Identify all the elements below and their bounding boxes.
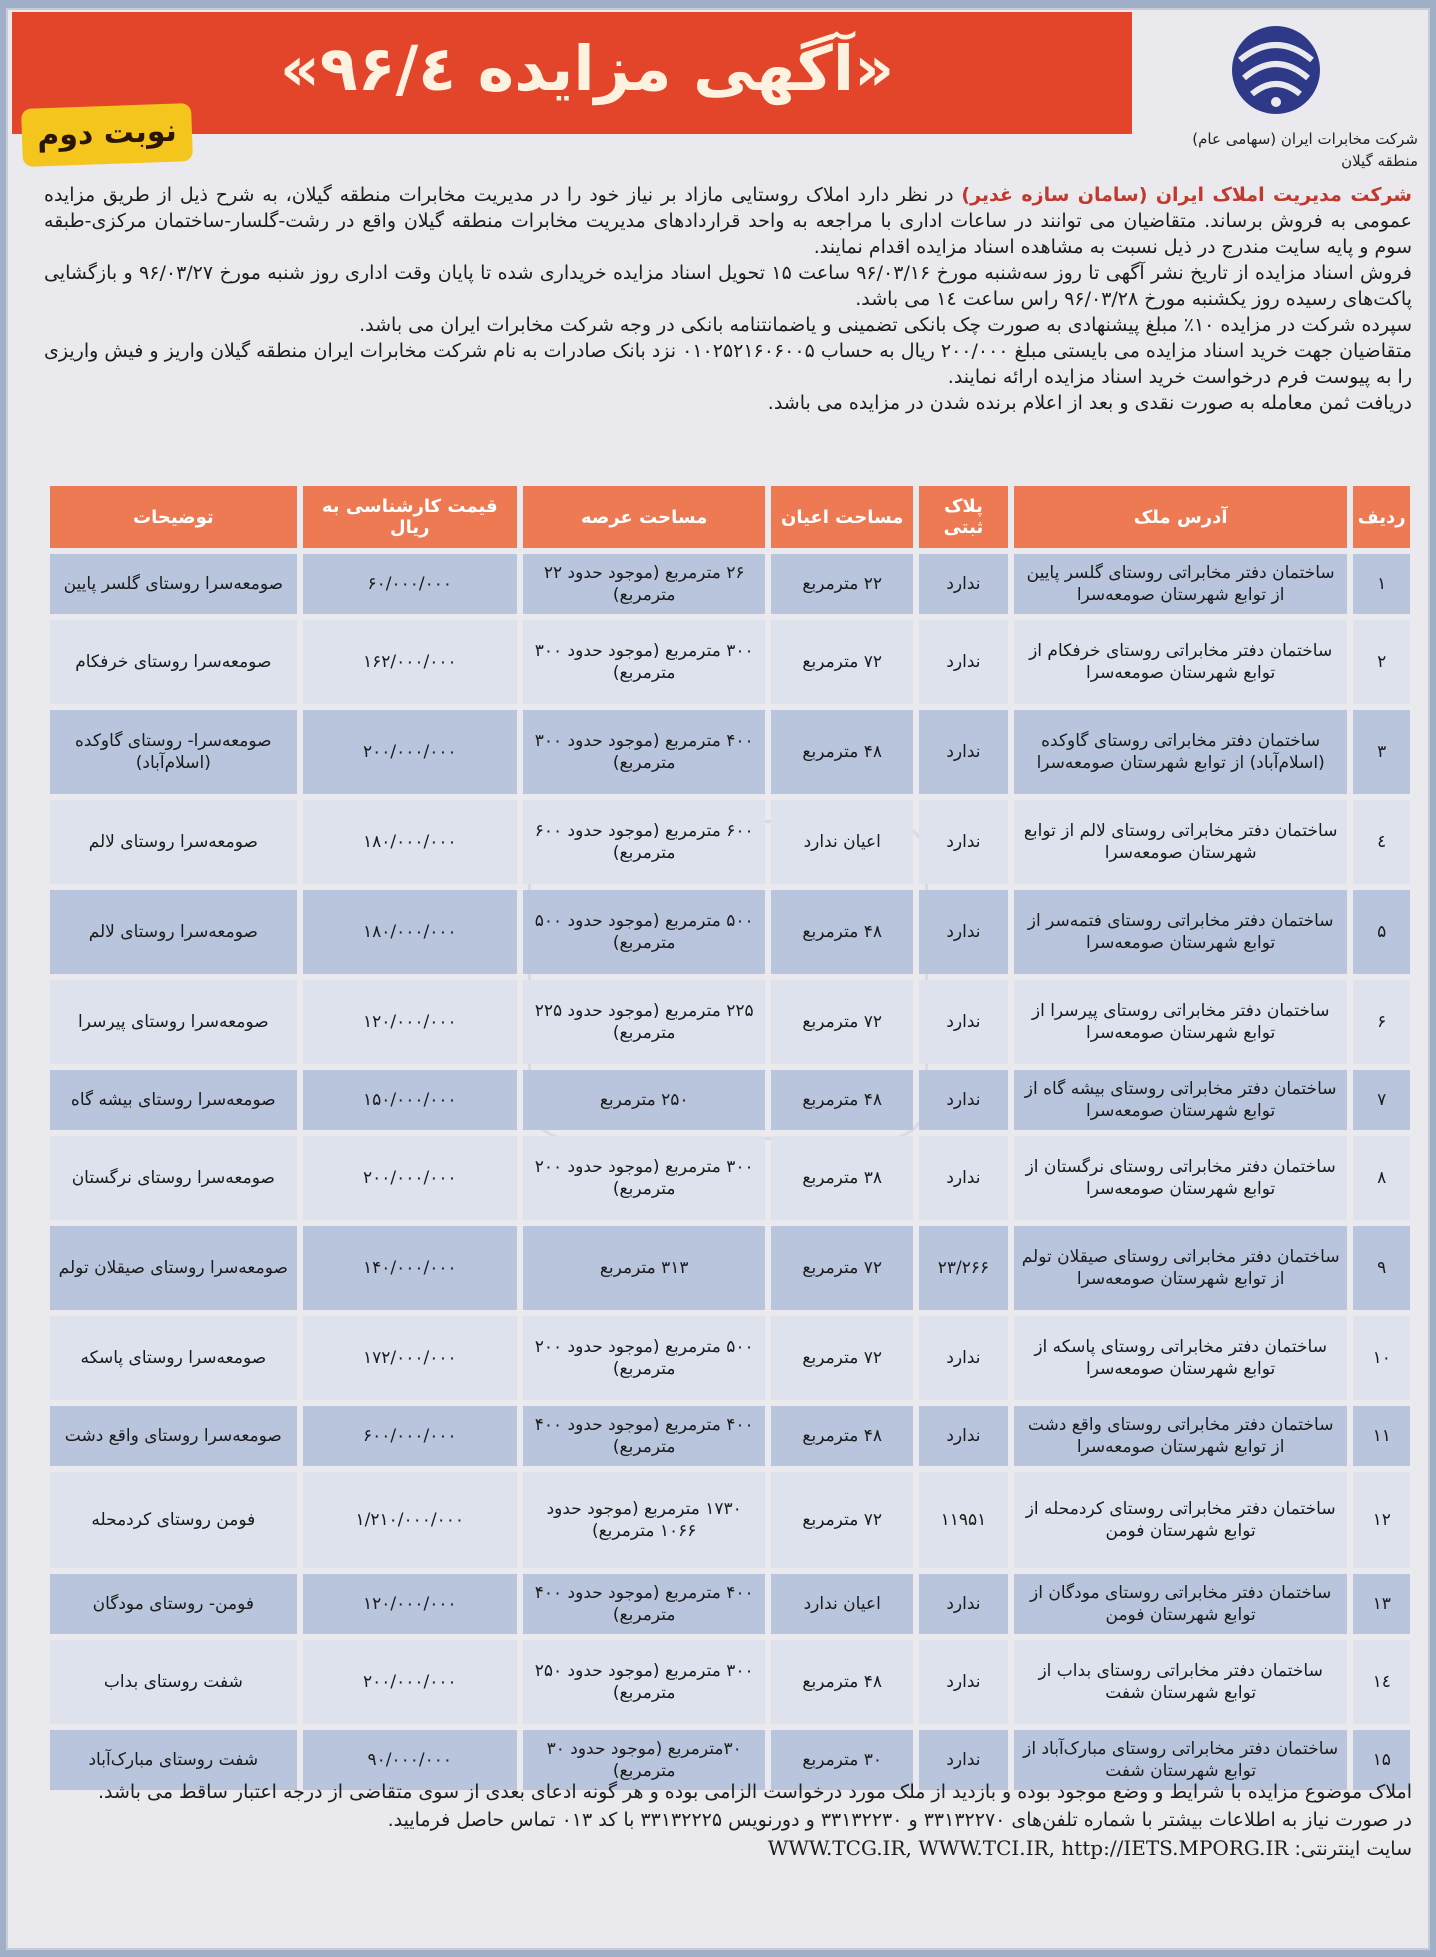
table-row bbox=[50, 1472, 1410, 1568]
cell-address: ساختمان دفتر مخابراتی روستای پاسکه از توابع شهرستان صومعه‌سرا bbox=[1014, 1316, 1348, 1400]
cell-address: ساختمان دفتر مخابراتی روستای فتمه‌سر از توابع شهرستان صومعه‌سرا bbox=[1014, 890, 1348, 974]
footer-site-line bbox=[44, 1834, 1412, 1863]
cell-price: ۱/۲۱۰/۰۰۰/۰۰۰ bbox=[303, 1472, 517, 1568]
cell-building-area: ۷۲ مترمربع bbox=[771, 1472, 912, 1568]
cell-notes: صومعه‌سرا روستای لالم bbox=[50, 800, 297, 884]
cell-notes: شفت روستای مبارک‌آباد bbox=[50, 1730, 297, 1790]
cell-row-number: ۱٤ bbox=[1353, 1640, 1410, 1724]
cell-address: ساختمان دفتر مخابراتی روستای نرگستان از توابع شهرستان صومعه‌سرا bbox=[1014, 1136, 1348, 1220]
cell-notes: فومن- روستای مودگان bbox=[50, 1574, 297, 1634]
cell-price: ۱۲۰/۰۰۰/۰۰۰ bbox=[303, 980, 517, 1064]
table-row bbox=[50, 890, 1410, 974]
cell-land-area: ۳۱۳ مترمربع bbox=[523, 1226, 766, 1310]
table-row bbox=[50, 710, 1410, 794]
cell-address: ساختمان دفتر مخابراتی روستای گلسر پایین از توابع شهرستان صومعه‌سرا bbox=[1014, 554, 1348, 614]
cell-plaque: ۱۱۹۵۱ bbox=[919, 1472, 1008, 1568]
cell-address: ساختمان دفتر مخابراتی روستای بداب از توابع شهرستان شفت bbox=[1014, 1640, 1348, 1724]
cell-row-number: ۷ bbox=[1353, 1070, 1410, 1130]
cell-notes: صومعه‌سرا روستای واقع دشت bbox=[50, 1406, 297, 1466]
cell-notes: صومعه‌سرا روستای نرگستان bbox=[50, 1136, 297, 1220]
cell-address: ساختمان دفتر مخابراتی روستای خرفکام از توابع شهرستان صومعه‌سرا bbox=[1014, 620, 1348, 704]
page-title: «آگهی مزایده ۹۶/٤» bbox=[279, 32, 895, 105]
cell-building-area: اعیان ندارد bbox=[771, 1574, 912, 1634]
cell-price: ۲۰۰/۰۰۰/۰۰۰ bbox=[303, 710, 517, 794]
cell-row-number: ٤ bbox=[1353, 800, 1410, 884]
cell-building-area: ۴۸ مترمربع bbox=[771, 710, 912, 794]
cell-row-number: ۸ bbox=[1353, 1136, 1410, 1220]
cell-land-area: ۴۰۰ مترمربع (موجود حدود ۳۰۰ مترمربع) bbox=[523, 710, 766, 794]
table-row bbox=[50, 1070, 1410, 1130]
auction-table bbox=[44, 480, 1416, 1796]
cell-price: ۲۰۰/۰۰۰/۰۰۰ bbox=[303, 1640, 517, 1724]
cell-address: ساختمان دفتر مخابراتی روستای واقع دشت از توابع شهرستان صومعه‌سرا bbox=[1014, 1406, 1348, 1466]
cell-address: ساختمان دفتر مخابراتی روستای گاوکده (اسلام‌آباد) از توابع شهرستان صومعه‌سرا bbox=[1014, 710, 1348, 794]
header-plaque: پلاک ثبتی bbox=[919, 486, 1008, 548]
cell-plaque: ندارد bbox=[919, 554, 1008, 614]
table-row bbox=[50, 1640, 1410, 1724]
table-row bbox=[50, 980, 1410, 1064]
cell-price: ۶۰۰/۰۰۰/۰۰۰ bbox=[303, 1406, 517, 1466]
cell-building-area: اعیان ندارد bbox=[771, 800, 912, 884]
intro-paragraph-1 bbox=[44, 182, 1412, 260]
cell-notes: صومعه‌سرا روستای لالم bbox=[50, 890, 297, 974]
round-badge: نوبت دوم bbox=[21, 103, 193, 167]
cell-land-area: ۳۰۰ مترمربع (موجود حدود ۳۰۰ مترمربع) bbox=[523, 620, 766, 704]
cell-price: ۱۲۰/۰۰۰/۰۰۰ bbox=[303, 1574, 517, 1634]
table-row bbox=[50, 800, 1410, 884]
cell-plaque: ندارد bbox=[919, 1136, 1008, 1220]
cell-notes: صومعه‌سرا روستای پیرسرا bbox=[50, 980, 297, 1064]
table-row bbox=[50, 1226, 1410, 1310]
cell-notes: صومعه‌سرا روستای خرفکام bbox=[50, 620, 297, 704]
cell-price: ۱۸۰/۰۰۰/۰۰۰ bbox=[303, 800, 517, 884]
cell-building-area: ۴۸ مترمربع bbox=[771, 1070, 912, 1130]
cell-row-number: ۵ bbox=[1353, 890, 1410, 974]
footer-text bbox=[44, 1778, 1412, 1863]
table-row bbox=[50, 1574, 1410, 1634]
intro-paragraph-2: فروش اسناد مزایده از تاریخ نشر آگهی تا روز سه‌شنبه مورخ ۹۶/۰۳/۱۶ ساعت ۱۵ تحویل اسناد مزایده خریداری شده تا پایان وقت اداری روز شنبه مورخ ۹۶/۰۳/۲۷ و بازگشایی پاکت‌های رسیده روز یکشنبه مورخ ۹۶/۰۳/۲۸ راس ساعت ١٤ می باشد. bbox=[44, 262, 1412, 310]
cell-building-area: ۴۸ مترمربع bbox=[771, 890, 912, 974]
cell-row-number: ۲ bbox=[1353, 620, 1410, 704]
company-logo-block bbox=[1148, 20, 1418, 180]
intro-text bbox=[44, 182, 1412, 416]
cell-plaque: ندارد bbox=[919, 1406, 1008, 1466]
cell-plaque: ۲۳/۲۶۶ bbox=[919, 1226, 1008, 1310]
cell-notes: شفت روستای بداب bbox=[50, 1640, 297, 1724]
table-row bbox=[50, 1136, 1410, 1220]
cell-notes: صومعه‌سرا روستای گلسر پایین bbox=[50, 554, 297, 614]
cell-address: ساختمان دفتر مخابراتی روستای بیشه گاه از توابع شهرستان صومعه‌سرا bbox=[1014, 1070, 1348, 1130]
cell-building-area: ۳۰ مترمربع bbox=[771, 1730, 912, 1790]
cell-building-area: ۷۲ مترمربع bbox=[771, 980, 912, 1064]
footer-line-1: املاک موضوع مزایده با شرایط و وضع موجود بوده و بازدید از ملک مورد درخواست الزامی بوده و هر گونه ادعای بعدی از سوی متقاضی از درجه اعتبار ساقط می باشد. bbox=[97, 1781, 1412, 1803]
cell-notes: فومن روستای کردمحله bbox=[50, 1472, 297, 1568]
cell-address: ساختمان دفتر مخابراتی روستای کردمحله از توابع شهرستان فومن bbox=[1014, 1472, 1348, 1568]
logo-caption-line2: منطقه گیلان bbox=[1341, 152, 1418, 170]
cell-notes: صومعه‌سرا روستای پاسکه bbox=[50, 1316, 297, 1400]
cell-address: ساختمان دفتر مخابراتی روستای پیرسرا از توابع شهرستان صومعه‌سرا bbox=[1014, 980, 1348, 1064]
cell-price: ۹۰/۰۰۰/۰۰۰ bbox=[303, 1730, 517, 1790]
table-header-row bbox=[50, 486, 1410, 548]
cell-row-number: ۱۲ bbox=[1353, 1472, 1410, 1568]
cell-address: ساختمان دفتر مخابراتی روستای لالم از توابع شهرستان صومعه‌سرا bbox=[1014, 800, 1348, 884]
cell-land-area: ۵۰۰ مترمربع (موجود حدود ۲۰۰ مترمربع) bbox=[523, 1316, 766, 1400]
cell-plaque: ندارد bbox=[919, 710, 1008, 794]
cell-row-number: ۳ bbox=[1353, 710, 1410, 794]
cell-land-area: ۲۵۰ مترمربع bbox=[523, 1070, 766, 1130]
logo-caption-line1: شرکت مخابرات ایران (سهامی عام) bbox=[1192, 130, 1418, 148]
cell-notes: صومعه‌سرا روستای صیقلان تولم bbox=[50, 1226, 297, 1310]
cell-plaque: ندارد bbox=[919, 890, 1008, 974]
cell-price: ۱۸۰/۰۰۰/۰۰۰ bbox=[303, 890, 517, 974]
cell-row-number: ۱۵ bbox=[1353, 1730, 1410, 1790]
table-row bbox=[50, 620, 1410, 704]
intro-p1-text: در نظر دارد املاک روستایی مازاد بر نیاز خود را در مدیریت مخابرات منطقه گیلان، به شرح ذیل از طریق مزایده عمومی به فروش برساند. متقاضیان می توانند در ساعات اداری با مراجعه به واحد قراردادهای مدیریت مخابرات منطقه گیلان واقع در رشت-گلسار-ساختمان مرکزی-طبقه سوم و پایه سایت مندرج در ذیل نسبت به مشاهده اسناد مزایده اقدام نمایند. bbox=[44, 184, 1412, 258]
cell-row-number: ۱ bbox=[1353, 554, 1410, 614]
cell-land-area: ۴۰۰ مترمربع (موجود حدود ۴۰۰ مترمربع) bbox=[523, 1574, 766, 1634]
cell-row-number: ۱۱ bbox=[1353, 1406, 1410, 1466]
cell-land-area: ۲۲۵ مترمربع (موجود حدود ۲۲۵ مترمربع) bbox=[523, 980, 766, 1064]
cell-building-area: ۷۲ مترمربع bbox=[771, 1226, 912, 1310]
cell-plaque: ندارد bbox=[919, 1316, 1008, 1400]
header-building-area: مساحت اعیان bbox=[771, 486, 912, 548]
intro-paragraph-3: سپرده شرکت در مزایده ۱۰٪ مبلغ پیشنهادی به صورت چک بانکی تضمینی و یاضمانتنامه بانکی در وجه شرکت مخابرات ایران می باشد. bbox=[359, 314, 1412, 336]
cell-building-area: ۴۸ مترمربع bbox=[771, 1640, 912, 1724]
table-row bbox=[50, 1406, 1410, 1466]
intro-paragraph-4: متقاضیان جهت خرید اسناد مزایده می بایستی مبلغ ۲۰۰/۰۰۰ ریال به حساب ۰۱۰۲۵۲۱۶۰۶۰۰۵ نزد بانک صادرات به نام شرکت مخابرات ایران منطقه گیلان واریز و فیش واریزی را به پیوست فرم درخواست خرید اسناد مزایده ارائه نمایند. bbox=[44, 340, 1413, 388]
logo-caption bbox=[1148, 128, 1418, 172]
cell-row-number: ۶ bbox=[1353, 980, 1410, 1064]
cell-building-area: ۳۸ مترمربع bbox=[771, 1136, 912, 1220]
cell-price: ۱۷۲/۰۰۰/۰۰۰ bbox=[303, 1316, 517, 1400]
intro-paragraph-5: دریافت ثمن معامله به صورت نقدی و بعد از اعلام برنده شدن در مزایده می باشد. bbox=[767, 392, 1412, 414]
footer-line-2: در صورت نیاز به اطلاعات بیشتر با شماره تلفن‌های ۳۳۱۳۲۲۷۰ و ۳۳۱۳۲۲۳۰ و دورنویس ۳۳۱۳۲۲۲۵ با کد ۰۱۳ تماس حاصل فرمایید. bbox=[387, 1809, 1412, 1831]
cell-plaque: ندارد bbox=[919, 1574, 1008, 1634]
cell-address: ساختمان دفتر مخابراتی روستای مبارک‌آباد از توابع شهرستان شفت bbox=[1014, 1730, 1348, 1790]
cell-plaque: ندارد bbox=[919, 980, 1008, 1064]
cell-land-area: ۶۰۰ مترمربع (موجود حدود ۶۰۰ مترمربع) bbox=[523, 800, 766, 884]
cell-address: ساختمان دفتر مخابراتی روستای صیقلان تولم از توابع شهرستان صومعه‌سرا bbox=[1014, 1226, 1348, 1310]
cell-price: ۶۰/۰۰۰/۰۰۰ bbox=[303, 554, 517, 614]
cell-notes: صومعه‌سرا- روستای گاوکده (اسلام‌آباد) bbox=[50, 710, 297, 794]
cell-price: ۱۵۰/۰۰۰/۰۰۰ bbox=[303, 1070, 517, 1130]
cell-row-number: ۱۰ bbox=[1353, 1316, 1410, 1400]
table-row bbox=[50, 554, 1410, 614]
cell-price: ۱۶۲/۰۰۰/۰۰۰ bbox=[303, 620, 517, 704]
cell-building-area: ۲۲ مترمربع bbox=[771, 554, 912, 614]
cell-plaque: ندارد bbox=[919, 1640, 1008, 1724]
telecom-logo-icon bbox=[1216, 20, 1336, 120]
cell-building-area: ۴۸ مترمربع bbox=[771, 1406, 912, 1466]
cell-address: ساختمان دفتر مخابراتی روستای مودگان از توابع شهرستان فومن bbox=[1014, 1574, 1348, 1634]
cell-land-area: ۴۰۰ مترمربع (موجود حدود ۴۰۰ مترمربع) bbox=[523, 1406, 766, 1466]
cell-land-area: ۳۰۰ مترمربع (موجود حدود ۲۰۰ مترمربع) bbox=[523, 1136, 766, 1220]
table-row bbox=[50, 1316, 1410, 1400]
cell-price: ۲۰۰/۰۰۰/۰۰۰ bbox=[303, 1136, 517, 1220]
header-address: آدرس ملک bbox=[1014, 486, 1348, 548]
footer-site-label: سایت اینترنتی: bbox=[1294, 1838, 1412, 1860]
ad-page bbox=[6, 8, 1430, 1950]
cell-notes: صومعه‌سرا روستای بیشه گاه bbox=[50, 1070, 297, 1130]
cell-building-area: ۷۲ مترمربع bbox=[771, 620, 912, 704]
header-price: قیمت کارشناسی به ریال bbox=[303, 486, 517, 548]
cell-plaque: ندارد bbox=[919, 1730, 1008, 1790]
cell-building-area: ۷۲ مترمربع bbox=[771, 1316, 912, 1400]
table-body bbox=[50, 554, 1410, 1790]
cell-land-area: ۵۰۰ مترمربع (موجود حدود ۵۰۰ مترمربع) bbox=[523, 890, 766, 974]
cell-row-number: ۹ bbox=[1353, 1226, 1410, 1310]
cell-land-area: ۱۷۳۰ مترمربع (موجود حدود ۱۰۶۶ مترمربع) bbox=[523, 1472, 766, 1568]
cell-row-number: ۱۳ bbox=[1353, 1574, 1410, 1634]
footer-site-urls[interactable]: WWW.TCG.IR, WWW.TCI.IR, http://IETS.MPORG.IR bbox=[767, 1836, 1289, 1860]
cell-price: ۱۴۰/۰۰۰/۰۰۰ bbox=[303, 1226, 517, 1310]
cell-plaque: ندارد bbox=[919, 1070, 1008, 1130]
cell-plaque: ندارد bbox=[919, 800, 1008, 884]
header-notes: توضیحات bbox=[50, 486, 297, 548]
cell-plaque: ندارد bbox=[919, 620, 1008, 704]
cell-land-area: ۲۶ مترمربع (موجود حدود ۲۲ مترمربع) bbox=[523, 554, 766, 614]
header-land-area: مساحت عرصه bbox=[523, 486, 766, 548]
header-row-number: ردیف bbox=[1353, 486, 1410, 548]
cell-land-area: ۳۰مترمربع (موجود حدود ۳۰ مترمربع) bbox=[523, 1730, 766, 1790]
org-name: شرکت مدیریت املاک ایران (سامان سازه غدیر) bbox=[961, 184, 1412, 206]
cell-land-area: ۳۰۰ مترمربع (موجود حدود ۲۵۰ مترمربع) bbox=[523, 1640, 766, 1724]
